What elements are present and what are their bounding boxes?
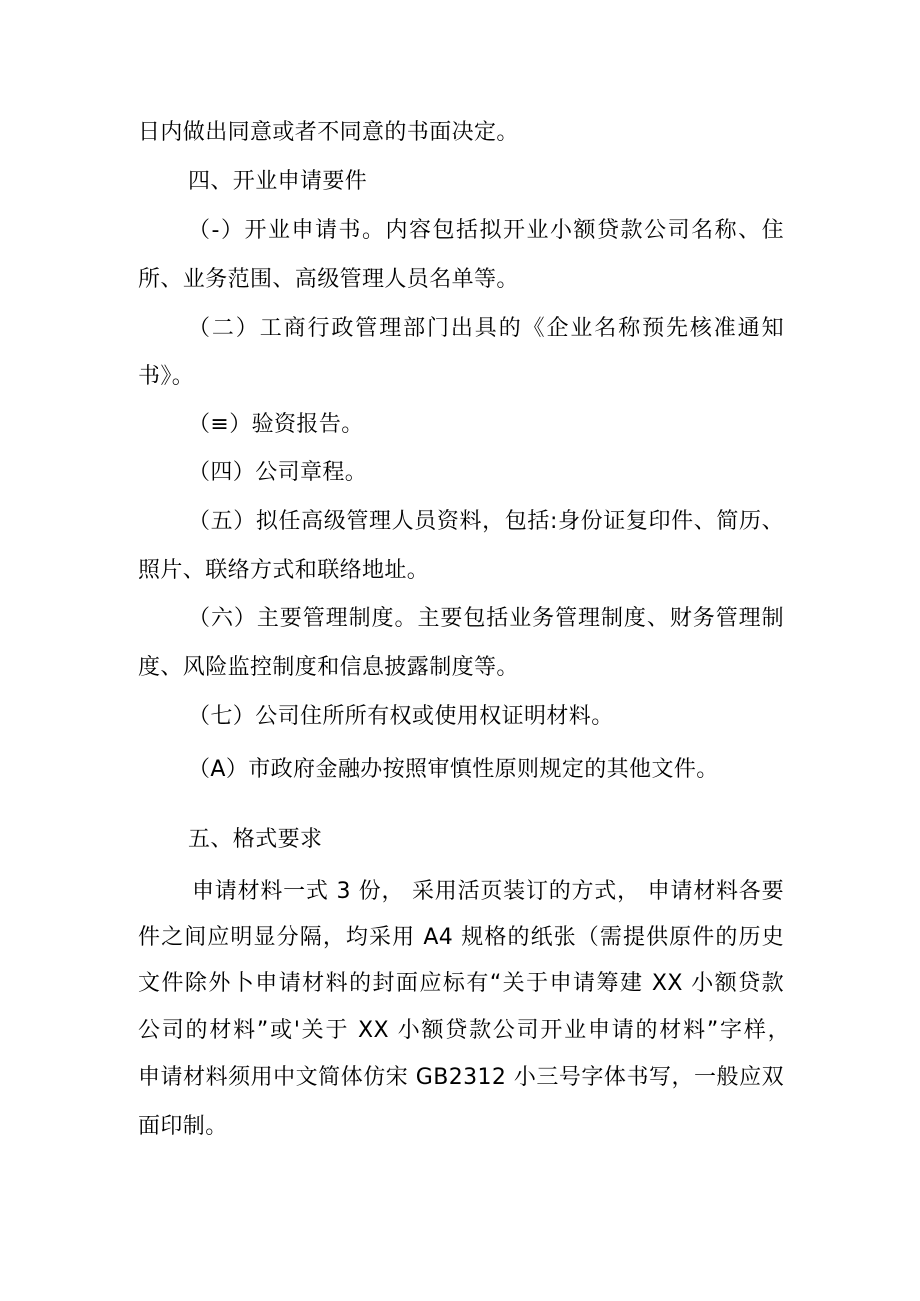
list-item: （≡）验资报告。 — [188, 412, 364, 437]
paragraph-line: 书》。 — [138, 364, 195, 389]
paragraph-line: 日内做出同意或者不同意的书面决定。 — [138, 120, 519, 145]
paragraph-line: 申请材料须用中文简体仿宋 GB2312 小三号字体书写，一般应双 — [138, 1065, 784, 1090]
list-item: （A）市政府金融办按照审慎性原则规定的其他文件。 — [188, 757, 719, 782]
paragraph-line: 照片、联络方式和联络地址。 — [138, 558, 430, 583]
paragraph-line: 度、风险监控制度和信息披露制度等。 — [138, 655, 519, 680]
paragraph-line: （二）工商行政管理部门出具的《企业名称预先核准通知 — [188, 316, 784, 341]
paragraph-line: 文件除外卜申请材料的封面应标有“关于申请筹建 XX 小额贷款 — [138, 971, 784, 996]
paragraph-line: 申请材料一式 3 份， 采用活页装订的方式， 申请材料各要 — [192, 879, 784, 904]
section-heading-4: 四、开业申请要件 — [188, 169, 368, 194]
section-heading-5: 五、格式要求 — [188, 827, 323, 852]
paragraph-line: 所、业务范围、高级管理人员名单等。 — [138, 267, 519, 292]
paragraph-line: 面印制。 — [138, 1114, 228, 1139]
list-item: （七）公司住所所有权或使用权证明材料。 — [188, 704, 614, 729]
paragraph-line: 公司的材料”或'关于 XX 小额贷款公司开业申请的材料”字样， — [138, 1018, 790, 1043]
list-item: （四）公司章程。 — [188, 460, 368, 485]
paragraph-line: （五）拟任高级管理人员资料，包括:身份证复印件、简历、 — [188, 509, 784, 534]
paragraph-line: （-）开业申请书。内容包括拟开业小额贷款公司名称、住 — [188, 218, 784, 243]
paragraph-line: （六）主要管理制度。主要包括业务管理制度、财务管理制 — [188, 606, 784, 631]
paragraph-line: 件之间应明显分隔，均采用 A4 规格的纸张（需提供原件的历史 — [138, 925, 784, 950]
